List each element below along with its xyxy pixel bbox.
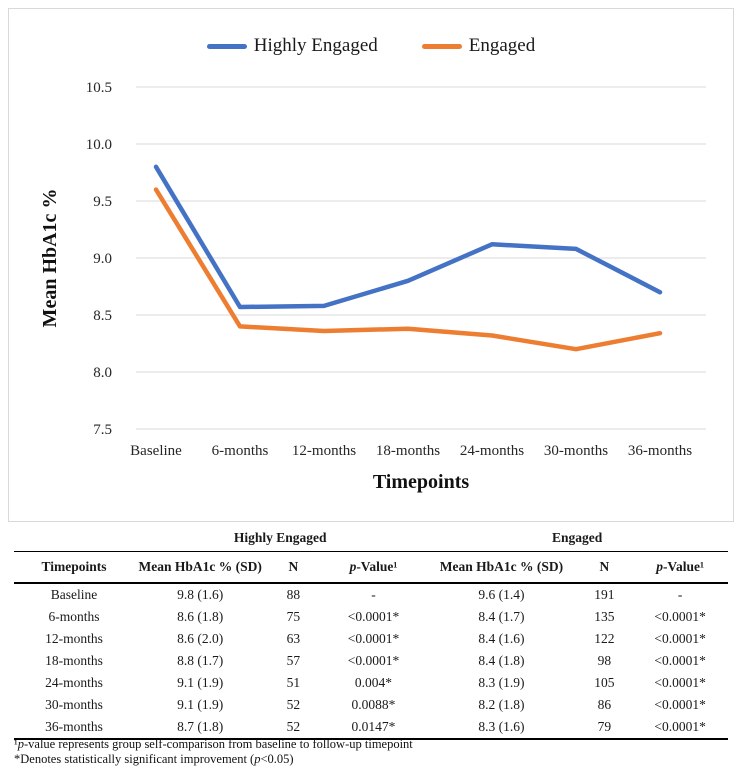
table-cell: 8.3 (1.6) — [478, 719, 525, 734]
y-tick-label: 8.5 — [93, 308, 112, 324]
table-cell: 36-months — [45, 719, 103, 734]
table-cell: <0.0001* — [347, 631, 400, 646]
table-cell: 98 — [597, 653, 612, 668]
legend-line-swatch-icon — [207, 44, 247, 49]
table-cell: 52 — [286, 719, 301, 734]
table-cell: 86 — [597, 697, 612, 712]
table-cell: <0.0001* — [654, 653, 706, 668]
table-cell: 8.6 (2.0) — [177, 631, 224, 646]
table-cell: 191 — [594, 587, 615, 602]
table-column-header: N — [576, 552, 632, 584]
line-chart — [9, 9, 733, 521]
table-cell: 8.7 (1.8) — [177, 719, 224, 734]
x-tick-label: 12-months — [291, 443, 357, 459]
table-cell: <0.0001* — [654, 675, 706, 690]
table-group-header: Highly Engaged — [134, 526, 426, 552]
table-cell: 8.4 (1.8) — [478, 653, 525, 668]
legend-label: Engaged — [468, 35, 536, 56]
table-cell: 105 — [594, 675, 615, 690]
chart-legend — [9, 35, 733, 57]
y-tick-label: 10.5 — [85, 80, 112, 96]
table-cell: 12-months — [45, 631, 103, 646]
table-cell: 51 — [286, 675, 301, 690]
table-cell: 0.004* — [354, 675, 393, 690]
y-tick-label: 8.0 — [93, 365, 112, 381]
legend-item — [422, 35, 535, 57]
table-cell: 8.3 (1.9) — [478, 675, 525, 690]
table-cell: - — [371, 587, 376, 602]
table-cell: 9.8 (1.6) — [177, 587, 224, 602]
x-tick-label: 30-months — [543, 443, 609, 459]
table-cell: <0.0001* — [347, 653, 400, 668]
table-cell: <0.0001* — [654, 697, 706, 712]
table-row — [14, 583, 728, 606]
table-cell: 8.2 (1.8) — [478, 697, 525, 712]
table-group-header-row — [14, 526, 728, 552]
table-cell: 0.0147* — [351, 719, 396, 734]
x-tick-label: 18-months — [375, 443, 441, 459]
series-line-highly-engaged — [156, 167, 660, 307]
table-row — [14, 716, 728, 739]
table-row — [14, 628, 728, 650]
x-tick-label: Baseline — [130, 443, 182, 459]
y-tick-label: 7.5 — [93, 422, 112, 438]
summary-table-wrap — [14, 526, 728, 740]
table-cell: 8.8 (1.7) — [177, 653, 224, 668]
table-column-header: Mean HbA1c % (SD) — [134, 552, 266, 584]
table-cell: 8.4 (1.6) — [478, 631, 525, 646]
table-cell: 88 — [286, 587, 301, 602]
table-cell: 135 — [594, 609, 615, 624]
table-cell: 75 — [286, 609, 301, 624]
line-chart-panel — [8, 8, 734, 522]
table-row — [14, 606, 728, 628]
table-cell: 30-months — [45, 697, 103, 712]
x-axis-title: Timepoints — [372, 471, 470, 493]
table-row — [14, 650, 728, 672]
table-cell: <0.0001* — [654, 609, 706, 624]
y-tick-label: 10.0 — [85, 137, 112, 153]
table-column-header: p-Value¹ — [321, 552, 427, 584]
table-column-header: N — [266, 552, 320, 584]
table-row — [14, 672, 728, 694]
table-cell: 8.4 (1.7) — [478, 609, 525, 624]
table-cell: - — [677, 587, 683, 602]
table-cell: 6-months — [48, 609, 100, 624]
table-cell: 18-months — [45, 653, 103, 668]
summary-table — [14, 526, 728, 740]
table-cell: 57 — [286, 653, 301, 668]
table-cell: 9.1 (1.9) — [177, 697, 224, 712]
table-column-header-row — [14, 552, 728, 584]
legend-label: Highly Engaged — [253, 35, 378, 56]
table-cell: <0.0001* — [654, 719, 706, 734]
table-cell: 9.1 (1.9) — [177, 675, 224, 690]
table-cell: <0.0001* — [347, 609, 400, 624]
legend-line-swatch-icon — [422, 44, 462, 49]
table-cell: 122 — [594, 631, 615, 646]
table-column-header: p-Value¹ — [632, 552, 728, 584]
table-cell: 0.0088* — [351, 697, 396, 712]
table-column-header: Mean HbA1c % (SD) — [426, 552, 576, 584]
table-cell: Baseline — [50, 587, 98, 602]
y-tick-label: 9.0 — [93, 251, 112, 267]
table-group-header — [14, 526, 134, 552]
x-tick-label: 36-months — [627, 443, 693, 459]
table-column-header: Timepoints — [14, 552, 134, 584]
series-line-engaged — [156, 190, 660, 350]
footnote: ¹p-value represents group self-comparison from baseline to follow-up timepoint — [14, 737, 413, 751]
table-footnotes — [14, 737, 728, 767]
table-row — [14, 694, 728, 716]
footnote: *Denotes statistically significant improvement (p<0.05) — [14, 752, 294, 766]
legend-item — [207, 35, 378, 57]
table-cell: 52 — [286, 697, 301, 712]
x-tick-label: 24-months — [459, 443, 525, 459]
table-cell: 8.6 (1.8) — [177, 609, 224, 624]
table-cell: 63 — [286, 631, 301, 646]
table-cell: 9.6 (1.4) — [478, 587, 525, 602]
y-axis-title: Mean HbA1c % — [39, 188, 61, 328]
table-cell: 24-months — [45, 675, 103, 690]
table-cell: <0.0001* — [654, 631, 706, 646]
x-tick-label: 6-months — [211, 443, 269, 459]
table-group-header: Engaged — [426, 526, 728, 552]
y-tick-label: 9.5 — [93, 194, 112, 210]
table-cell: 79 — [597, 719, 612, 734]
